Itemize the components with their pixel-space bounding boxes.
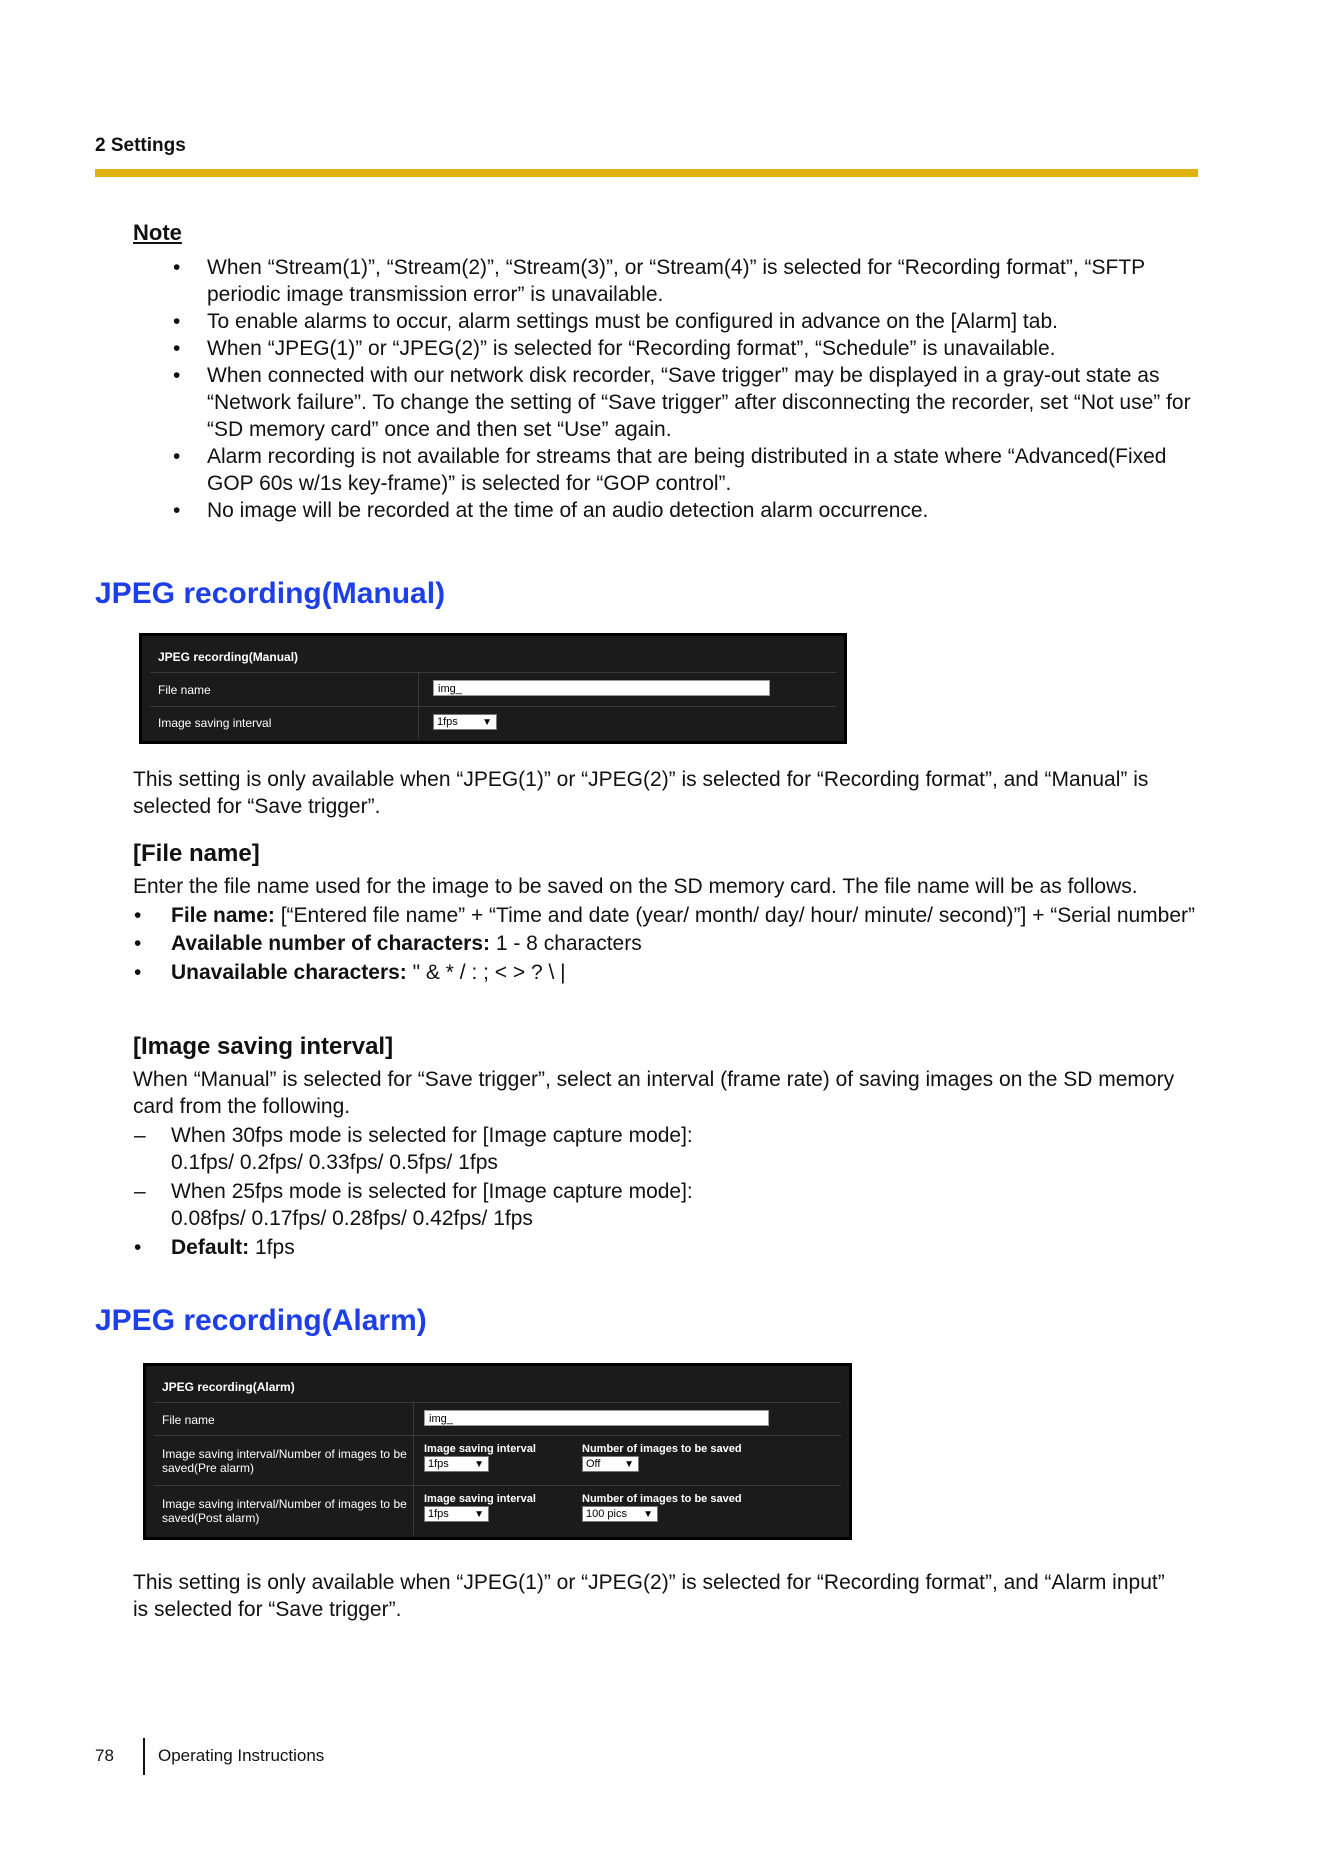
manual-heading: JPEG recording(Manual) xyxy=(95,577,446,610)
file-name-input[interactable]: img_ xyxy=(424,1410,769,1426)
pre-count-select[interactable]: Off ▼ xyxy=(582,1456,639,1472)
file-name-label: File name xyxy=(158,683,211,697)
chevron-down-icon: ▼ xyxy=(643,1509,653,1520)
list-item: • Default: 1fps xyxy=(134,1236,295,1259)
post-count-select[interactable]: 100 pics ▼ xyxy=(582,1506,658,1522)
manual-settings-panel xyxy=(139,633,847,744)
note-item: • To enable alarms to occur, alarm settings must be configured in advance on the [Alarm] tab. xyxy=(207,308,1199,335)
note-title: Note xyxy=(133,220,182,245)
list-item: • Unavailable characters: " & * / : ; < > ? \ | xyxy=(134,961,566,984)
chevron-down-icon: ▼ xyxy=(474,1509,484,1520)
pre-alarm-row xyxy=(154,1435,841,1486)
post-interval-select[interactable]: 1fps ▼ xyxy=(424,1506,489,1522)
post-interval-sublabel: Image saving interval xyxy=(424,1493,536,1505)
page-number: 78 xyxy=(95,1746,114,1765)
file-name-label: File name xyxy=(162,1413,215,1427)
footer-divider xyxy=(143,1738,145,1775)
note-item: • When connected with our network disk recorder, “Save trigger” may be displayed in a gray-out state as “Network failure”. To change the setting of “Save trigger” after disconnecting the recorder, set “Not use” for “SD memory card” once and then set “Use” again. xyxy=(207,362,1199,443)
note-item: • No image will be recorded at the time of an audio detection alarm occurrence. xyxy=(207,497,1199,524)
interval-list xyxy=(134,1122,1201,1261)
header-rule xyxy=(95,169,1198,177)
file-name-list xyxy=(134,902,1201,986)
pre-count-sublabel: Number of images to be saved xyxy=(582,1443,742,1455)
alarm-file-name-row xyxy=(154,1402,841,1436)
post-alarm-row xyxy=(154,1485,841,1535)
note-item: • When “JPEG(1)” or “JPEG(2)” is selected for “Recording format”, “Schedule” is unavailable. xyxy=(207,335,1199,362)
list-item: • Available number of characters: 1 - 8 characters xyxy=(134,932,642,955)
manual-intro: This setting is only available when “JPEG(1)” or “JPEG(2)” is selected for “Recording format”, and “Manual” is selected for “Save trigger”. xyxy=(133,768,1149,818)
note-item: • Alarm recording is not available for streams that are being distributed in a state where “Advanced(Fixed GOP 60s w/1s key-frame)” is selected for “GOP control”. xyxy=(207,443,1199,497)
pre-interval-select[interactable]: 1fps ▼ xyxy=(424,1456,489,1472)
pre-alarm-label: Image saving interval/Number of images to be saved(Pre alarm) xyxy=(162,1447,407,1475)
manual-interval-row xyxy=(150,706,836,739)
post-alarm-label: Image saving interval/Number of images to be saved(Post alarm) xyxy=(162,1497,407,1525)
manual-panel-title: JPEG recording(Manual) xyxy=(158,650,299,664)
chevron-down-icon: ▼ xyxy=(624,1459,634,1470)
list-item: – When 25fps mode is selected for [Image capture mode]: 0.08fps/ 0.17fps/ 0.28fps/ 0.42fps/ 1fps xyxy=(134,1180,693,1230)
interval-label: Image saving interval xyxy=(158,716,272,730)
alarm-panel-title: JPEG recording(Alarm) xyxy=(162,1380,295,1394)
list-item: – When 30fps mode is selected for [Image capture mode]: 0.1fps/ 0.2fps/ 0.33fps/ 0.5fps/ 1fps xyxy=(134,1124,693,1174)
note-list xyxy=(207,254,1199,524)
file-name-input[interactable]: img_ xyxy=(433,680,770,696)
alarm-heading: JPEG recording(Alarm) xyxy=(95,1304,427,1337)
post-count-sublabel: Number of images to be saved xyxy=(582,1493,742,1505)
chevron-down-icon: ▼ xyxy=(474,1459,484,1470)
note-item: • When “Stream(1)”, “Stream(2)”, “Stream(3)”, or “Stream(4)” is selected for “Recording format”, “SFTP periodic image transmission error” is unavailable. xyxy=(207,254,1199,308)
alarm-intro: This setting is only available when “JPEG(1)” or “JPEG(2)” is selected for “Recording format”, and “Alarm input” is selected for “Save trigger”. xyxy=(133,1571,1165,1621)
chevron-down-icon: ▼ xyxy=(482,717,492,728)
list-item: • File name: [“Entered file name” + “Time and date (year/ month/ day/ hour/ minute/ second)”] + “Serial number” xyxy=(134,904,1196,927)
file-name-heading: [File name] xyxy=(133,840,260,867)
interval-select[interactable]: 1fps ▼ xyxy=(433,714,497,730)
interval-desc: When “Manual” is selected for “Save trigger”, select an interval (frame rate) of saving images on the SD memory card from the following. xyxy=(133,1068,1175,1118)
interval-heading: [Image saving interval] xyxy=(133,1033,394,1060)
pre-interval-sublabel: Image saving interval xyxy=(424,1443,536,1455)
section-header: 2 Settings xyxy=(95,135,186,156)
alarm-settings-panel xyxy=(143,1363,852,1540)
manual-file-name-row xyxy=(150,672,836,707)
footer-doc-title: Operating Instructions xyxy=(158,1746,325,1765)
file-name-desc: Enter the file name used for the image to be saved on the SD memory card. The file name will be as follows. xyxy=(133,875,1138,898)
